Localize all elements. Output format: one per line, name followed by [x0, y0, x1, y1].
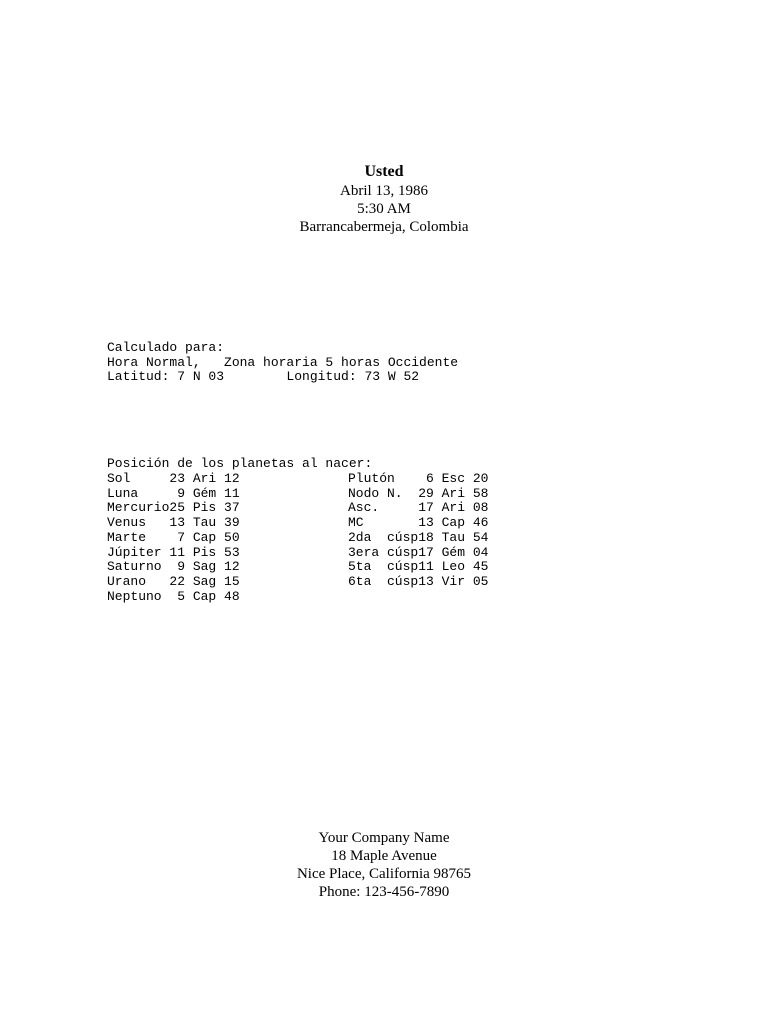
coordinates-line: Latitud: 7 N 03 Longitud: 73 W 52	[107, 369, 420, 385]
planets-heading: Posición de los planetas al nacer:	[107, 456, 373, 471]
planets-right-column	[348, 472, 488, 590]
planet-row: Urano 22 Sag 15	[107, 573, 240, 589]
planet-row: Mercurio25 Pis 37	[107, 500, 240, 516]
planet-row: MC 13 Cap 46	[348, 515, 489, 531]
planet-row: 6ta cúsp13 Vir 05	[348, 573, 489, 589]
planet-row: 3era cúsp17 Gém 04	[348, 544, 489, 560]
birth-place: Barrancabermeja, Colombia	[299, 219, 469, 235]
planet-row: Sol 23 Ari 12	[107, 471, 240, 486]
planet-row: Neptuno 5 Cap 48	[107, 588, 240, 604]
planet-row: Marte 7 Cap 50	[107, 529, 240, 545]
planet-row: Nodo N. 29 Ari 58	[348, 485, 489, 501]
birth-date: Abril 13, 1986	[340, 183, 428, 199]
company-phone: Phone: 123-456-7890	[318, 884, 450, 900]
company-street: 18 Maple Avenue	[331, 848, 437, 864]
planet-row: Venus 13 Tau 39	[107, 515, 240, 531]
chart-header	[0, 162, 768, 236]
page-title: Usted	[364, 163, 404, 180]
planet-row: Júpiter 11 Pis 53	[107, 544, 240, 560]
calculation-label: Calculado para:	[107, 340, 225, 355]
planet-row: 2da cúsp18 Tau 54	[348, 529, 489, 545]
company-footer	[0, 829, 768, 901]
company-name: Your Company Name	[318, 830, 450, 846]
planet-row: Plutón 6 Esc 20	[348, 471, 489, 486]
planet-row: 5ta cúsp11 Leo 45	[348, 559, 489, 575]
planets-left-column	[107, 472, 240, 604]
company-city: Nice Place, California 98765	[296, 866, 472, 882]
planet-row: Saturno 9 Sag 12	[107, 559, 240, 575]
birth-time: 5:30 AM	[357, 201, 411, 217]
planet-row: Luna 9 Gém 11	[107, 485, 240, 501]
time-zone-line: Hora Normal, Zona horaria 5 horas Occidente	[107, 354, 459, 370]
planet-row: Asc. 17 Ari 08	[348, 500, 489, 516]
calculation-block	[107, 341, 458, 385]
